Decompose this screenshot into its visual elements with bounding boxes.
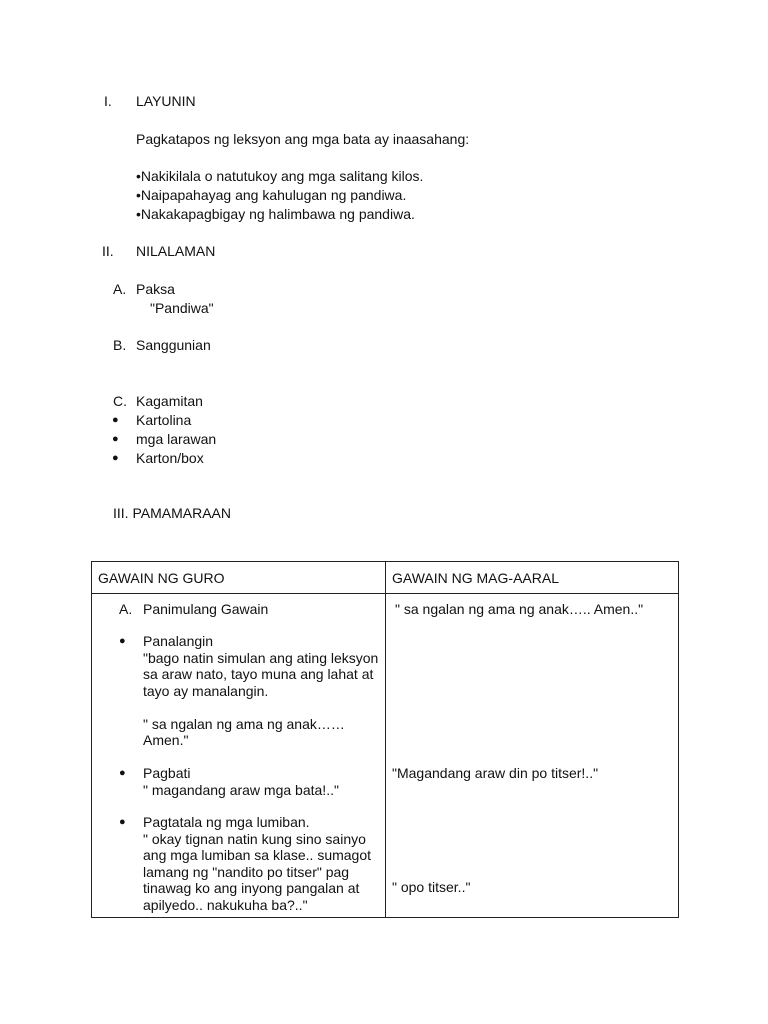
item-line: tayo ay manalangin. (143, 682, 269, 699)
objective-item: •Naipapahayag ang kahulugan ng pandiwa. (136, 187, 407, 203)
bullet: ● (112, 452, 119, 464)
student-response: " opo titser.." (392, 879, 471, 895)
section-2-number: II. (102, 243, 114, 259)
item-line: tinawag ko ang inyong pangalan at (143, 880, 360, 896)
item-line: Amen." (143, 732, 189, 748)
item-title: Panalangin (143, 633, 214, 649)
section-1-number: I. (104, 93, 112, 109)
objective-item: •Nakakapagbigay ng halimbawa ng pandiwa. (136, 206, 415, 222)
bullet: ● (119, 816, 126, 828)
objective-item: •Nakikilala o natutukoy ang mga salitang kilos. (136, 168, 424, 184)
header-student: GAWAIN NG MAG-AARAL (392, 570, 559, 586)
item-line: apilyedo.. nakukuha ba?.." (143, 896, 308, 913)
item-line: " okay tignan natin kung sino sainyo (143, 830, 366, 847)
subsection-a-title: Paksa (136, 281, 175, 297)
item-line: "bago natin simulan ang ating leksyon (143, 649, 379, 666)
item-title: Pagbati (143, 765, 191, 781)
item-line: " magandang araw mga bata!.." (143, 781, 339, 798)
material-item: mga larawan (136, 431, 217, 447)
section-1-title: LAYUNIN (136, 93, 196, 109)
subsection-b-letter: B. (113, 337, 127, 353)
bullet: ● (119, 635, 126, 647)
teacher-item-attendance (143, 814, 371, 913)
section-2-title: NILALAMAN (136, 243, 216, 259)
section-3-title: III. PAMAMARAAN (113, 505, 231, 521)
objectives-intro: Pagkatapos ng leksyon ang mga bata ay inaasahang: (136, 131, 470, 147)
subsection-c-letter: C. (113, 393, 127, 409)
subsection-a-letter: A. (113, 281, 127, 297)
teacher-section-letter: A. (119, 601, 133, 617)
material-item: Karton/box (136, 450, 204, 466)
topic-value: "Pandiwa" (150, 300, 214, 316)
student-response: "Magandang araw din po titser!.." (392, 765, 599, 781)
item-line: lamang ng "nandito po titser" pag (143, 863, 350, 880)
student-response: " sa ngalan ng ama ng anak….. Amen.." (395, 601, 644, 617)
subsection-b-title: Sanggunian (136, 337, 211, 353)
table-column-divider (385, 562, 386, 917)
procedure-table (91, 561, 679, 918)
bullet: ● (119, 767, 126, 779)
item-title: Pagtatala ng mga lumiban. (143, 814, 310, 830)
teacher-section-title: Panimulang Gawain (143, 601, 269, 617)
header-teacher: GAWAIN NG GURO (98, 570, 225, 586)
teacher-item-prayer (143, 633, 378, 749)
material-item: Kartolina (136, 412, 192, 428)
teacher-item-greeting (143, 765, 339, 798)
subsection-c-title: Kagamitan (136, 393, 203, 409)
bullet: ● (112, 414, 119, 426)
bullet: ● (112, 433, 119, 445)
item-line: " sa ngalan ng ama ng anak…… (143, 715, 345, 732)
item-line: sa araw nato, tayo muna ang lahat at (143, 666, 374, 682)
item-line: ang mga lumiban sa klase.. sumagot (143, 847, 372, 863)
